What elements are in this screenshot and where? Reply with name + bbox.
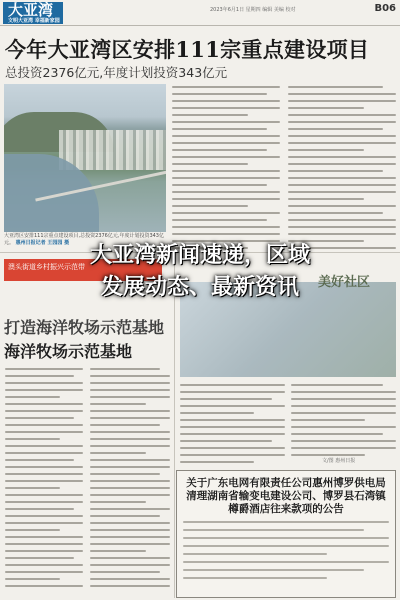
photo-caption: 大亚湾区安排111宗重点建设项目,总投资2376亿元,年度计划投资343亿元。 惠州日报记者 王园园 摄 xyxy=(4,233,164,246)
public-notice-box xyxy=(176,470,396,598)
left-article-headline: 海洋牧场示范基地 xyxy=(4,342,133,361)
article-byline: 文/图 惠州日报 xyxy=(322,458,356,464)
overlay-banner xyxy=(0,240,400,304)
overlay-line-2: 发展动态、最新资讯 xyxy=(100,275,299,300)
right-column-2 xyxy=(291,384,396,461)
main-subhead: 总投资2376亿元,年度计划投资343亿元 xyxy=(5,65,228,80)
photo-city xyxy=(59,130,166,170)
section-tag: 澳头街道乡村振兴示范带 xyxy=(8,263,85,271)
page-number: B06 xyxy=(374,3,396,14)
issue-meta: 2023年6月1日 星期四 编辑 美编 校对 xyxy=(210,7,296,13)
article-column-1 xyxy=(172,86,280,254)
masthead xyxy=(0,0,400,26)
overlay-line-1: 大亚湾新闻速递，区域 xyxy=(89,243,310,268)
column-divider xyxy=(174,258,175,598)
main-headline: 今年大亚湾区安排111宗重点建设项目 xyxy=(5,37,370,62)
newspaper-logo: 大亚湾 文明大亚湾 幸福新家园 xyxy=(3,2,63,24)
right-column-1 xyxy=(180,384,285,468)
logo-slogan: 文明大亚湾 幸福新家园 xyxy=(8,18,60,24)
left-column-1 xyxy=(5,368,83,592)
aerial-photo xyxy=(4,84,166,232)
right-article-title: 美好社区 xyxy=(318,275,371,290)
left-article-title: 打造海洋牧场示范基地 xyxy=(4,318,165,337)
article-column-2 xyxy=(288,86,396,254)
notice-title: 关于广东电网有限责任公司惠州博罗供电局清理湖南省输变电建设公司、博罗县石湾镇樽爵酒店往来款项的公告 xyxy=(186,477,386,515)
left-column-2 xyxy=(90,368,170,592)
notice-body xyxy=(183,521,389,579)
